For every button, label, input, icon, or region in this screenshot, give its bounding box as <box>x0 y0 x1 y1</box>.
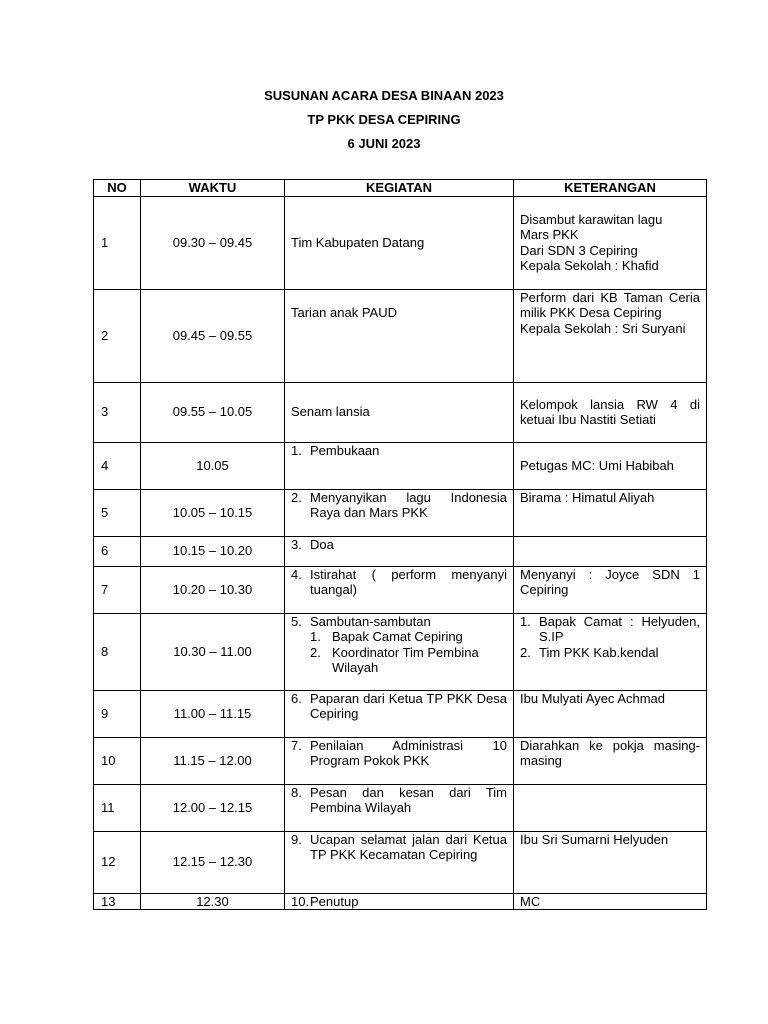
schedule-table <box>93 179 707 910</box>
row-no: 10 <box>94 737 141 784</box>
table-row <box>94 737 707 784</box>
row-time: 10.20 – 10.30 <box>141 566 285 613</box>
activity-text: Pembukaan <box>310 442 380 458</box>
activity-text: Menyanyikan lagu Indonesia Raya dan Mars PKK <box>310 489 507 520</box>
row-activity <box>285 784 514 831</box>
row-no: 13 <box>94 893 141 910</box>
document-title: SUSUNAN ACARA DESA BINAAN 2023 <box>264 88 504 103</box>
activity-number: 8. <box>291 784 302 800</box>
table-row <box>94 831 707 893</box>
row-notes: Ibu Sri Sumarni Helyuden <box>514 831 707 893</box>
header-notes: KETERANGAN <box>514 180 707 197</box>
row-time: 12.30 <box>141 893 285 910</box>
row-activity <box>285 690 514 737</box>
note-line: Dari SDN 3 Cepiring <box>520 242 638 258</box>
title-block <box>0 87 768 159</box>
row-time: 10.05 – 10.15 <box>141 489 285 536</box>
row-notes: Menyanyi : Joyce SDN 1 Cepiring <box>514 566 707 613</box>
note-text: Tim PKK Kab.kendal <box>539 644 659 660</box>
activity-text: Doa <box>310 536 334 552</box>
document-date: 6 JUNI 2023 <box>347 136 421 151</box>
row-time: 10.15 – 10.20 <box>141 536 285 566</box>
table-row <box>94 382 707 442</box>
row-time: 10.30 – 11.00 <box>141 613 285 690</box>
row-time: 10.05 <box>141 442 285 489</box>
table-row <box>94 536 707 566</box>
note-number: 2. <box>520 644 531 660</box>
row-no: 11 <box>94 784 141 831</box>
header-time: WAKTU <box>141 180 285 197</box>
row-no: 2 <box>94 289 141 382</box>
row-time: 12.00 – 12.15 <box>141 784 285 831</box>
row-time: 12.15 – 12.30 <box>141 831 285 893</box>
row-activity <box>285 893 514 910</box>
row-time: 11.00 – 11.15 <box>141 690 285 737</box>
row-no: 5 <box>94 489 141 536</box>
row-no: 8 <box>94 613 141 690</box>
activity-text: Penilaian Administrasi 10 Program Pokok PKK <box>310 737 507 768</box>
activity-number: 5. <box>291 613 302 629</box>
activity-number: 7. <box>291 737 302 753</box>
row-time: 09.45 – 09.55 <box>141 289 285 382</box>
activity-number: 9. <box>291 831 302 847</box>
note-text: Bapak Camat : Helyuden, S.IP <box>539 613 700 644</box>
row-notes <box>514 784 707 831</box>
row-no: 6 <box>94 536 141 566</box>
row-notes <box>514 289 707 382</box>
row-activity <box>285 737 514 784</box>
table-row <box>94 690 707 737</box>
document-subtitle: TP PKK DESA CEPIRING <box>307 112 461 127</box>
note-line: Kepala Sekolah : Sri Suryani <box>520 320 686 336</box>
row-no: 4 <box>94 442 141 489</box>
row-notes: Diarahkan ke pokja masing-masing <box>514 737 707 784</box>
activity-text: Penutup <box>310 893 359 909</box>
header-activity: KEGIATAN <box>285 180 514 197</box>
table-row <box>94 784 707 831</box>
row-activity <box>285 489 514 536</box>
activity-number: 10. <box>291 893 310 909</box>
sub-text: Bapak Camat Cepiring <box>332 629 463 644</box>
row-no: 3 <box>94 382 141 442</box>
row-notes: MC <box>514 893 707 910</box>
row-activity <box>285 536 514 566</box>
note-line: Perform dari KB Taman Ceria milik PKK Desa Cepiring <box>520 289 700 320</box>
activity-text: Paparan dari Ketua TP PKK Desa Cepiring <box>310 690 507 721</box>
table-row <box>94 613 707 690</box>
activity-number: 2. <box>291 489 302 505</box>
note-line: Mars PKK <box>520 227 579 242</box>
note-number: 1. <box>520 613 531 629</box>
row-no: 1 <box>94 196 141 289</box>
row-activity <box>285 442 514 489</box>
activity-text: Pesan dan kesan dari Tim Pembina Wilayah <box>310 784 507 815</box>
table-header-row <box>94 180 707 197</box>
activity-text: Sambutan-sambutan <box>310 613 431 629</box>
row-notes <box>514 196 707 289</box>
row-activity <box>285 831 514 893</box>
row-no: 12 <box>94 831 141 893</box>
row-activity <box>285 566 514 613</box>
activity-number: 6. <box>291 690 302 706</box>
activity-text: Istirahat ( perform menyanyi tuangal) <box>310 566 507 597</box>
row-time: 11.15 – 12.00 <box>141 737 285 784</box>
sub-number: 1. <box>310 629 321 644</box>
row-notes: Petugas MC: Umi Habibah <box>514 442 707 489</box>
table-row <box>94 566 707 613</box>
row-notes: Birama : Himatul Aliyah <box>514 489 707 536</box>
row-time: 09.30 – 09.45 <box>141 196 285 289</box>
row-no: 7 <box>94 566 141 613</box>
row-activity: Senam lansia <box>285 382 514 442</box>
table-row <box>94 289 707 382</box>
note-line: Disambut karawitan lagu <box>520 211 663 227</box>
note-line: Kepala Sekolah : Khafid <box>520 258 659 273</box>
row-no: 9 <box>94 690 141 737</box>
activity-number: 4. <box>291 566 302 582</box>
row-notes <box>514 613 707 690</box>
header-no: NO <box>94 180 141 197</box>
activity-text: Tarian anak PAUD <box>291 304 397 320</box>
sub-list <box>291 629 507 676</box>
row-notes: Kelompok lansia RW 4 di ketuai Ibu Nastiti Setiati <box>514 382 707 442</box>
row-activity: Tim Kabupaten Datang <box>285 196 514 289</box>
table-row <box>94 442 707 489</box>
table-row <box>94 489 707 536</box>
row-notes <box>514 536 707 566</box>
activity-number: 3. <box>291 536 302 552</box>
activity-number: 1. <box>291 442 302 458</box>
row-activity <box>285 289 514 382</box>
activity-text: Ucapan selamat jalan dari Ketua TP PKK Kecamatan Cepiring <box>310 831 507 862</box>
row-notes: Ibu Mulyati Ayec Achmad <box>514 690 707 737</box>
row-time: 09.55 – 10.05 <box>141 382 285 442</box>
sub-text: Koordinator Tim Pembina Wilayah <box>332 644 479 675</box>
table-row <box>94 893 707 910</box>
sub-number: 2. <box>310 644 321 660</box>
row-activity <box>285 613 514 690</box>
table-row <box>94 196 707 289</box>
